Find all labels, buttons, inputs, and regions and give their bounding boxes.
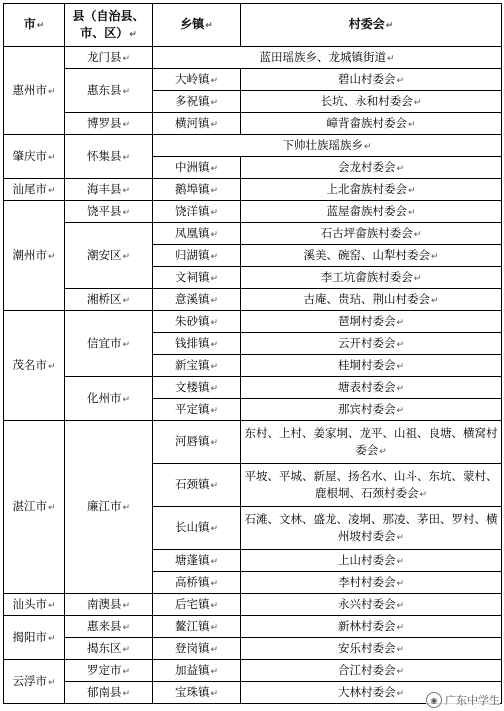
town-cell: 宝珠镇↵ [153,682,241,704]
village-cell: 长坑、永和村委会↵ [241,91,502,113]
county-cell: 惠来县↵ [65,616,153,638]
table-row [4,201,502,223]
village-cell: 桂垌村委会↵ [241,355,502,377]
town-cell: 横河镇↵ [153,113,241,135]
city-cell: 肇庆市↵ [4,135,65,179]
village-cell: 新林村委会↵ [241,616,502,638]
village-cell: 东村、上村、姜家垌、龙平、山祖、良塘、横窝村委会↵ [241,421,502,464]
town-cell: 后宅镇↵ [153,594,241,616]
table-row [4,311,502,333]
county-cell: 博罗县↵ [65,113,153,135]
town-cell: 饶洋镇↵ [153,201,241,223]
county-cell: 怀集县↵ [65,135,153,179]
header-town: 乡镇↵ [153,4,241,47]
county-cell: 龙门县↵ [65,47,153,69]
table-row [4,421,502,464]
city-cell: 惠州市↵ [4,47,65,135]
village-cell: 上北畲族村委会↵ [241,179,502,201]
village-cell: 蓝田瑶族乡、龙城镇街道↵ [153,47,502,69]
village-cell: 蓝屋畲族村委会↵ [241,201,502,223]
town-cell: 鹅埠镇↵ [153,179,241,201]
town-cell: 中洲镇↵ [153,157,241,179]
city-cell: 汕尾市↵ [4,179,65,201]
town-cell: 朱砂镇↵ [153,311,241,333]
town-cell: 文楼镇↵ [153,377,241,399]
town-cell: 高桥镇↵ [153,572,241,594]
town-cell: 长山镇↵ [153,507,241,550]
county-cell: 南澳县↵ [65,594,153,616]
town-cell: 意溪镇↵ [153,289,241,311]
village-cell: 嶂背畲族村委会↵ [241,113,502,135]
village-cell: 塘表村委会↵ [241,377,502,399]
town-cell: 多祝镇↵ [153,91,241,113]
table-row [4,179,502,201]
table-row [4,69,502,91]
village-cell: 李村村委会↵ [241,572,502,594]
village-cell: 大林村委会↵ [241,682,502,704]
table-row [4,47,502,69]
village-cell: 石古坪畲族村委会↵ [241,223,502,245]
table-row [4,289,502,311]
town-cell: 石颈镇↵ [153,464,241,507]
city-cell: 云浮市↵ [4,660,65,704]
village-cell: 永兴村委会↵ [241,594,502,616]
town-cell: 新宝镇↵ [153,355,241,377]
town-cell: 平定镇↵ [153,399,241,421]
county-cell: 罗定市↵ [65,660,153,682]
county-cell: 惠东县↵ [65,69,153,113]
county-cell: 湘桥区↵ [65,289,153,311]
village-cell: 云开村委会↵ [241,333,502,355]
wechat-icon: ◉ [426,692,442,708]
village-cell: 琶垌村委会↵ [241,311,502,333]
town-cell: 凤凰镇↵ [153,223,241,245]
village-cell: 碧山村委会↵ [241,69,502,91]
village-cell: 石滩、文林、盛龙、凌垌、那凌、茅田、罗村、横州坡村委会↵ [241,507,502,550]
village-cell: 平坡、平城、新屋、扬名水、山斗、东坑、蒙村、鹿根垌、石颈村委会↵ [241,464,502,507]
county-cell: 海丰县↵ [65,179,153,201]
town-cell: 鳌江镇↵ [153,616,241,638]
town-cell: 文祠镇↵ [153,267,241,289]
town-cell: 塘蓬镇↵ [153,550,241,572]
table-row [4,660,502,682]
town-cell: 加益镇↵ [153,660,241,682]
county-cell: 饶平县↵ [65,201,153,223]
village-cell: 下帅壮族瑶族乡↵ [153,135,502,157]
county-cell: 郁南县↵ [65,682,153,704]
village-cell: 上山村委会↵ [241,550,502,572]
county-cell: 揭东区↵ [65,638,153,660]
table-row [4,594,502,616]
table-row [4,638,502,660]
village-cell: 溪美、碗窑、山犁村委会↵ [241,245,502,267]
county-cell: 信宜市↵ [65,311,153,377]
table-row [4,223,502,245]
county-cell: 化州市↵ [65,377,153,421]
table-row [4,113,502,135]
ethnic-villages-table [3,3,502,704]
county-cell: 潮安区↵ [65,223,153,289]
city-cell: 汕头市↵ [4,594,65,616]
city-cell: 潮州市↵ [4,201,65,311]
village-cell: 古庵、贵玷、荆山村委会↵ [241,289,502,311]
town-cell: 河唇镇↵ [153,421,241,464]
watermark-text: 广东中学生 [445,694,500,707]
town-cell: 登岗镇↵ [153,638,241,660]
town-cell: 钱排镇↵ [153,333,241,355]
table-row [4,616,502,638]
village-cell: 李工坑畲族村委会↵ [241,267,502,289]
city-cell: 湛江市↵ [4,421,65,594]
table-row [4,377,502,399]
city-cell: 揭阳市↵ [4,616,65,660]
header-row [4,4,502,47]
city-cell: 茂名市↵ [4,311,65,421]
header-city: 市↵ [4,4,65,47]
county-cell: 廉江市↵ [65,421,153,594]
header-county: 县（自治县、市、区）↵ [65,4,153,47]
village-cell: 那宾村委会↵ [241,399,502,421]
village-cell: 安乐村委会↵ [241,638,502,660]
header-village: 村委会↵ [241,4,502,47]
watermark [426,692,500,708]
town-cell: 归湖镇↵ [153,245,241,267]
village-cell: 合江村委会↵ [241,660,502,682]
table-row [4,135,502,157]
town-cell: 大岭镇↵ [153,69,241,91]
village-cell: 会龙村委会↵ [241,157,502,179]
